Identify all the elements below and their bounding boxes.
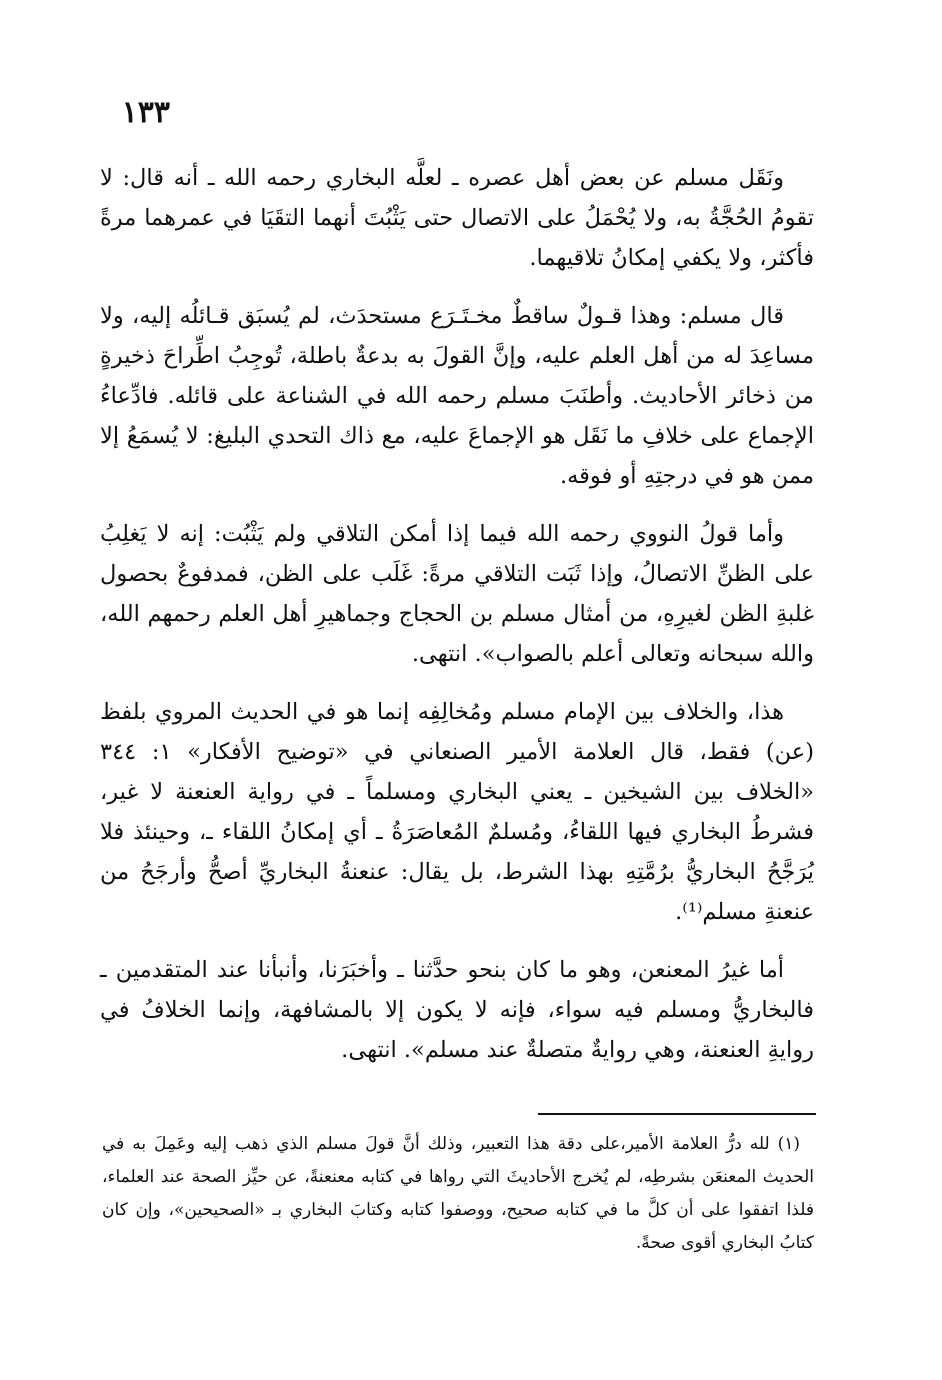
main-text — [100, 158, 814, 1088]
footnote-1: (١) لله درُّ العلامة الأمير،على دقة هذا التعبير، وذلك أنَّ قولَ مسلم الذي ذهب إليه وعَمِلَ به في الحديث المعنعَن بشرطِه، لم يُخرج الأحاديثَ التي رواها في كتابه معنعنةً، عن حيِّز الصحة عند العلماء، فلذا اتفقوا على أن كلَّ ما في كتابه صحيح، ووصفوا كتابه وكتابَ البخاري بـ «الصحيحين»، وإن كان كتابُ البخاري أقوى صحةً. — [102, 1134, 814, 1253]
paragraph-5: أما غيرُ المعنعن، وهو ما كان بنحو حدَّثنا ـ وأخبَرَنا، وأنبأنا عند المتقدمين ـ فالبخاريُّ ومسلم فيه سواء، فإنه لا يكون إلا بالمشافهة، وإنما الخلافُ في روايةِ العنعنة، وهي روايةٌ متصلةٌ عند مسلم». انتهى. — [100, 957, 814, 1063]
paragraph-3: وأما قولُ النووي رحمه الله فيما إذا أمكن التلاقي ولم يَثْبُت: إنه لا يَغلِبُ على الظنِّ الاتصالُ، وإذا ثَبَت التلاقي مرةً: غَلَب على الظن، فمدفوعٌ بحصول غلبةِ الظن لغيرِهِ، من أمثال مسلم بن الحجاج وجماهيرِ أهل العلم رحمهم الله، والله سبحانه وتعالى أعلم بالصواب». انتهى. — [100, 521, 814, 667]
paragraph-2: قال مسلم: وهذا قـولٌ ساقطٌ مخـتَـرَع مستحدَث، لم يُسبَق قـائلُه إليه، ولا مساعِدَ له من أهل العلم عليه، وإنَّ القولَ به بدعةٌ باطلة، تُوجِبُ اطِّراحَ ذخيرةٍ من ذخائر الأحاديث. وأطنَبَ مسلم رحمه الله في الشناعة على قائله. فادِّعاءُ الإجماع على خلافِ ما نَقَل هو الإجماعَ عليه، مع ذاك التحدي البليغ: لا يُسمَعُ إلا ممن هو في درجتِهِ أو فوقه. — [100, 303, 814, 489]
footnotes — [102, 1128, 814, 1260]
paragraph-4: هذا، والخلاف بين الإمام مسلم ومُخالِفِه إنما هو في الحديث المروي بلفظ (عن) فقط، قال العلامة الأمير الصنعاني في «توضيح الأفكار» ١: ٣٤٤ «الخلاف بين الشيخين ـ يعني البخاري ومسلماً ـ في رواية العنعنة لا غير، فشرطُ البخاري فيها اللقاءُ، ومُسلمٌ المُعاصَرَةُ ـ أي إمكانُ اللقاء ـ، وحينئذ فلا يُرَجَّحُ البخاريُّ برُمَّتِهِ بهذا الشرط، بل يقال: عنعنةُ البخاريِّ أصحُّ وأرجَحُ من عنعنةِ مسلم⁽¹⁾. — [100, 699, 815, 925]
footnote-separator — [538, 1113, 816, 1115]
paragraph-1: ونَقَل مسلم عن بعض أهل عصره ـ لعلَّه البخاري رحمه الله ـ أنه قال: لا تقومُ الحُجَّةُ به، ولا يُحْمَلُ على الاتصال حتى يَثْبُتَ أنهما التقَيَا في عمرهما مرةً فأكثر، ولا يكفي إمكانُ تلاقيهما. — [100, 165, 814, 271]
page-number: ١٣٣ — [121, 95, 170, 130]
